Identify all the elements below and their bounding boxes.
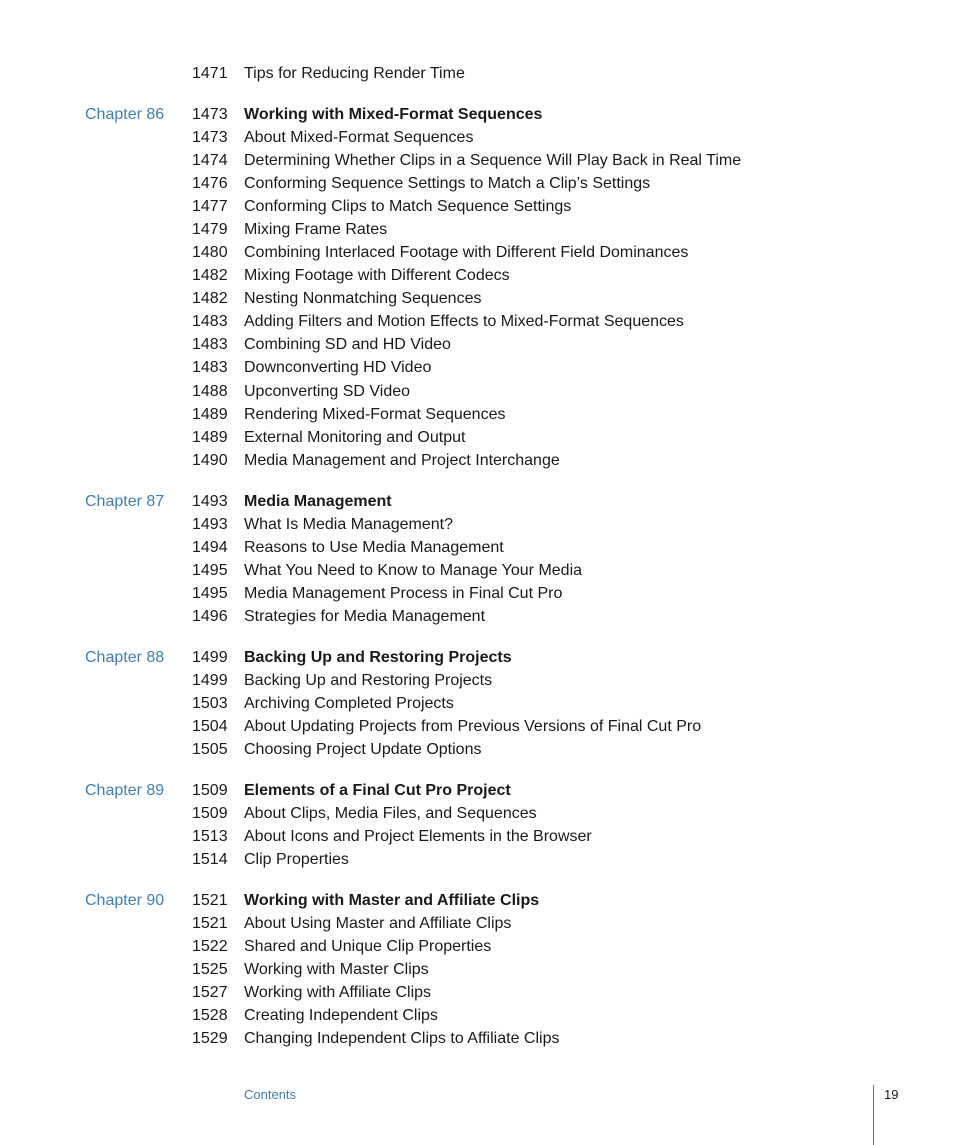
entry-title: Upconverting SD Video bbox=[244, 382, 411, 400]
chapter-title: Media Management bbox=[244, 492, 392, 510]
toc-entry-row[interactable] bbox=[0, 403, 954, 426]
entry-title: Changing Independent Clips to Affiliate Clips bbox=[244, 1029, 560, 1047]
toc-entry-row[interactable] bbox=[0, 264, 954, 287]
toc-entry-row[interactable] bbox=[0, 333, 954, 356]
page-number: 1482 bbox=[192, 267, 228, 285]
entry-title: Conforming Clips to Match Sequence Settings bbox=[244, 198, 572, 216]
toc-entry-row[interactable] bbox=[0, 536, 954, 559]
page-number: 1489 bbox=[192, 428, 228, 446]
page-number: 1527 bbox=[192, 983, 228, 1001]
entry-title: What Is Media Management? bbox=[244, 515, 453, 533]
page-number: 1529 bbox=[192, 1029, 228, 1047]
page-number: 1509 bbox=[192, 804, 228, 822]
toc-entry-row[interactable] bbox=[0, 241, 954, 264]
entry-title: Combining Interlaced Footage with Different Field Dominances bbox=[244, 244, 689, 262]
toc-entry-row[interactable] bbox=[0, 605, 954, 628]
toc-entry-row[interactable] bbox=[0, 802, 954, 825]
entry-title: About Using Master and Affiliate Clips bbox=[244, 914, 512, 932]
page-number: 1505 bbox=[192, 740, 228, 758]
page-number: 1521 bbox=[192, 891, 228, 909]
entry-title: Strategies for Media Management bbox=[244, 607, 486, 625]
toc-entry-row[interactable] bbox=[0, 172, 954, 195]
page-number: 1499 bbox=[192, 648, 228, 666]
entry-title: About Mixed-Format Sequences bbox=[244, 128, 474, 146]
entry-title: External Monitoring and Output bbox=[244, 428, 466, 446]
page-number: 1495 bbox=[192, 584, 228, 602]
page-number: 1483 bbox=[192, 359, 228, 377]
footer-section-label: Contents bbox=[244, 1087, 297, 1102]
toc-entry-row[interactable] bbox=[0, 715, 954, 738]
chapter-label: Chapter 88 bbox=[85, 648, 165, 666]
entry-title: Backing Up and Restoring Projects bbox=[244, 671, 493, 689]
page-number: 1483 bbox=[192, 336, 228, 354]
toc-entry-row[interactable] bbox=[0, 848, 954, 871]
toc-entry-row[interactable] bbox=[0, 981, 954, 1004]
entry-title: Determining Whether Clips in a Sequence Will Play Back in Real Time bbox=[244, 151, 742, 169]
chapter-title: Working with Mixed-Format Sequences bbox=[244, 105, 543, 123]
entry-title: Mixing Frame Rates bbox=[244, 221, 388, 239]
entry-title: Media Management and Project Interchange bbox=[244, 451, 560, 469]
toc-entry-row[interactable] bbox=[0, 62, 954, 85]
chapter-heading-row[interactable] bbox=[0, 103, 954, 126]
chapter-label: Chapter 90 bbox=[85, 891, 165, 909]
chapter-title: Elements of a Final Cut Pro Project bbox=[244, 781, 511, 799]
toc-entry-row[interactable] bbox=[0, 310, 954, 333]
toc-entry-row[interactable] bbox=[0, 935, 954, 958]
entry-title: Nesting Nonmatching Sequences bbox=[244, 290, 482, 308]
toc-entry-row[interactable] bbox=[0, 559, 954, 582]
chapter-label: Chapter 87 bbox=[85, 492, 165, 510]
entry-title: Creating Independent Clips bbox=[244, 1006, 438, 1024]
page-number: 1499 bbox=[192, 671, 228, 689]
entry-title: Shared and Unique Clip Properties bbox=[244, 937, 492, 955]
entry-title: Archiving Completed Projects bbox=[244, 694, 454, 712]
page-number: 1473 bbox=[192, 128, 228, 146]
page-number: 1483 bbox=[192, 313, 228, 331]
toc-entry-row[interactable] bbox=[0, 287, 954, 310]
chapter-heading-row[interactable] bbox=[0, 646, 954, 669]
page-number: 1489 bbox=[192, 405, 228, 423]
toc-entry-row[interactable] bbox=[0, 582, 954, 605]
entry-title: About Icons and Project Elements in the Browser bbox=[244, 827, 592, 845]
toc-entry-row[interactable] bbox=[0, 126, 954, 149]
entry-title: Downconverting HD Video bbox=[244, 359, 432, 377]
page-number: 1522 bbox=[192, 937, 228, 955]
page-number: 1514 bbox=[192, 850, 228, 868]
toc-entry-row[interactable] bbox=[0, 356, 954, 379]
page-number: 1493 bbox=[192, 492, 228, 510]
toc-entry-row[interactable] bbox=[0, 449, 954, 472]
chapter-title: Backing Up and Restoring Projects bbox=[244, 648, 512, 666]
toc-entry-row[interactable] bbox=[0, 958, 954, 981]
page-number: 1513 bbox=[192, 827, 228, 845]
entry-title: Media Management Process in Final Cut Pro bbox=[244, 584, 563, 602]
page-number: 1488 bbox=[192, 382, 228, 400]
chapter-heading-row[interactable] bbox=[0, 490, 954, 513]
page-number: 1474 bbox=[192, 151, 228, 169]
footer-page-number: 19 bbox=[884, 1087, 899, 1102]
entry-title: Mixing Footage with Different Codecs bbox=[244, 267, 510, 285]
page-number: 1482 bbox=[192, 290, 228, 308]
entry-title: Combining SD and HD Video bbox=[244, 336, 451, 354]
chapter-title: Working with Master and Affiliate Clips bbox=[244, 891, 540, 909]
toc-entry-row[interactable] bbox=[0, 218, 954, 241]
toc-entry-row[interactable] bbox=[0, 149, 954, 172]
toc-entry-row[interactable] bbox=[0, 426, 954, 449]
page-number: 1496 bbox=[192, 607, 228, 625]
page-number: 1493 bbox=[192, 515, 228, 533]
toc-entry-row[interactable] bbox=[0, 513, 954, 536]
chapter-heading-row[interactable] bbox=[0, 889, 954, 912]
entry-title: Clip Properties bbox=[244, 850, 349, 868]
toc-entry-row[interactable] bbox=[0, 692, 954, 715]
toc-entry-row[interactable] bbox=[0, 669, 954, 692]
page-number: 1525 bbox=[192, 960, 228, 978]
page-number: 1476 bbox=[192, 175, 228, 192]
page-number: 1477 bbox=[192, 198, 228, 216]
entry-title: What You Need to Know to Manage Your Media bbox=[244, 561, 583, 579]
page-number: 1495 bbox=[192, 561, 228, 579]
page-number: 1504 bbox=[192, 717, 228, 735]
entry-title: Choosing Project Update Options bbox=[244, 740, 482, 758]
page-number: 1528 bbox=[192, 1006, 228, 1024]
entry-title: Reasons to Use Media Management bbox=[244, 538, 504, 556]
toc-entry-row[interactable] bbox=[0, 195, 954, 218]
entry-title: Conforming Sequence Settings to Match a Clip’s Settings bbox=[244, 175, 651, 192]
entry-title: About Clips, Media Files, and Sequences bbox=[244, 804, 537, 822]
page-number: 1503 bbox=[192, 694, 228, 712]
footer-divider bbox=[873, 1085, 874, 1145]
page-number: 1509 bbox=[192, 781, 228, 799]
page-number: 1471 bbox=[192, 65, 228, 82]
entry-title: About Updating Projects from Previous Versions of Final Cut Pro bbox=[244, 717, 702, 735]
chapter-heading-row[interactable] bbox=[0, 779, 954, 802]
toc-entry-row[interactable] bbox=[0, 912, 954, 935]
entry-title: Working with Affiliate Clips bbox=[244, 983, 432, 1001]
chapter-label: Chapter 86 bbox=[85, 105, 165, 123]
chapter-label: Chapter 89 bbox=[85, 781, 165, 799]
toc-entry-row[interactable] bbox=[0, 1027, 954, 1050]
page-number: 1490 bbox=[192, 451, 228, 469]
page-number: 1473 bbox=[192, 105, 228, 123]
page-number: 1479 bbox=[192, 221, 228, 239]
page-number: 1480 bbox=[192, 244, 228, 262]
page-number: 1494 bbox=[192, 538, 228, 556]
toc-entry-row[interactable] bbox=[0, 380, 954, 403]
entry-title: Working with Master Clips bbox=[244, 960, 429, 978]
entry-title: Rendering Mixed-Format Sequences bbox=[244, 405, 506, 423]
entry-title: Adding Filters and Motion Effects to Mixed-Format Sequences bbox=[244, 313, 684, 331]
toc-entry-row[interactable] bbox=[0, 825, 954, 848]
toc-entry-row[interactable] bbox=[0, 738, 954, 761]
entry-title: Tips for Reducing Render Time bbox=[244, 65, 465, 82]
toc-entry-row[interactable] bbox=[0, 1004, 954, 1027]
page-number: 1521 bbox=[192, 914, 228, 932]
